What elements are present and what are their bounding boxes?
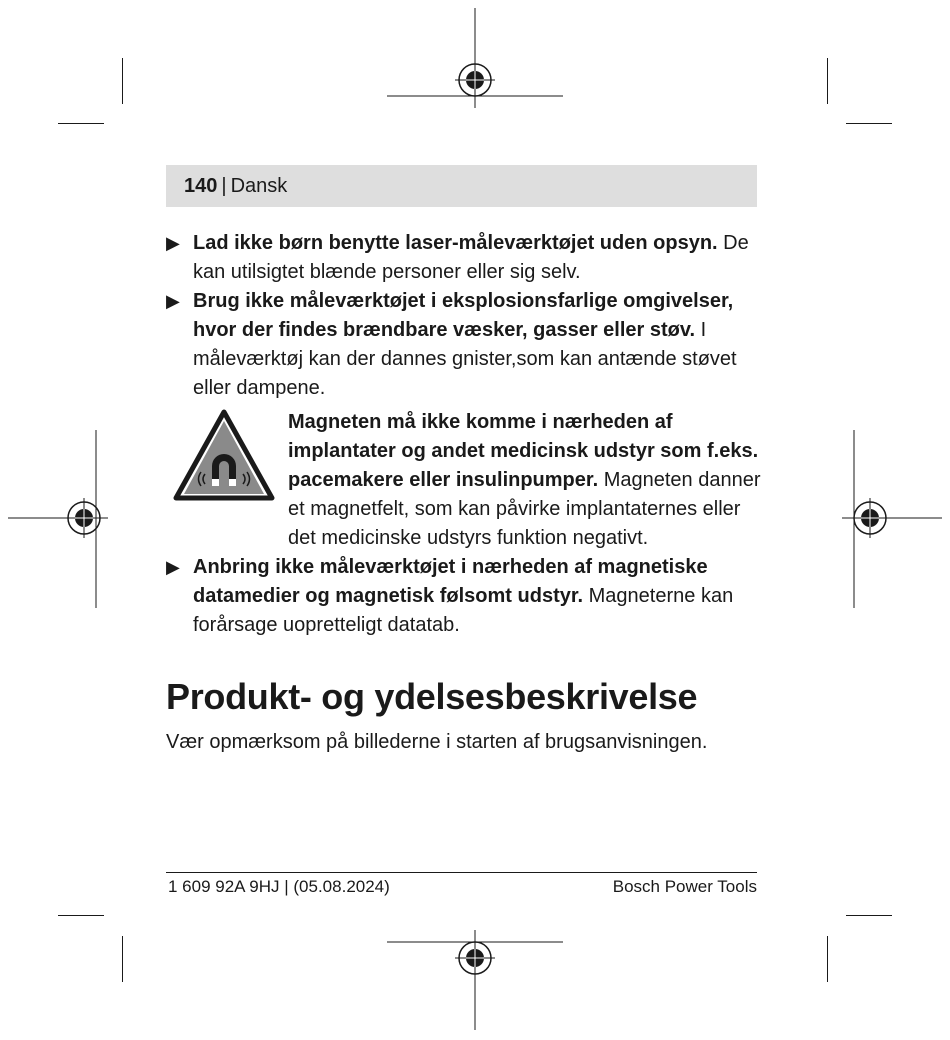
magnet-warning (166, 408, 761, 553)
bullet-arrow-icon: ▶ (166, 291, 180, 312)
crop-mark (122, 58, 123, 104)
warning-bold: Lad ikke børn benytte laser-måleværktøjet uden opsyn. (193, 232, 718, 254)
warning-text: Magneterne kan forårsage uopretteligt datatab. (193, 585, 734, 636)
footer-doc-number: 1 609 92A 9HJ | (05.08.2024) (168, 877, 390, 896)
section-title: Produkt- og ydelsesbeskrivelse (166, 676, 698, 717)
crop-mark (846, 915, 892, 916)
warning-bold: Magneten må ikke komme i nærheden af implantater og andet medicinsk udstyr som f.eks. pacemakere eller insulinpumper. (288, 411, 759, 491)
crop-mark (846, 123, 892, 124)
list-item (166, 287, 761, 403)
header-language: Dansk (230, 175, 288, 197)
crop-mark (58, 123, 104, 124)
safety-warnings (166, 229, 761, 640)
registration-mark-left (8, 430, 108, 610)
bullet-arrow-icon: ▶ (166, 233, 180, 254)
footer-brand: Bosch Power Tools (612, 877, 757, 896)
crop-mark (827, 936, 828, 982)
registration-mark-right (842, 430, 942, 610)
crop-mark (122, 936, 123, 982)
warning-text: Magneten danner et magnetfelt, som kan påvirke implantaternes eller det medicinske udstyrs funktion negativt. (288, 469, 761, 549)
magnet-warning-icon (172, 408, 276, 502)
bullet-arrow-icon: ▶ (166, 557, 180, 578)
page-header (166, 165, 757, 207)
warning-bold: Anbring ikke måleværktøjet i nærheden af magnetiske datamedier og magnetisk følsomt udstyr. (193, 556, 708, 607)
warning-text: De kan utilsigtet blænde personer eller sig selv. (193, 232, 749, 283)
section-paragraph: Vær opmærksom på billederne i starten af brugsanvisningen. (166, 731, 708, 753)
warning-text: I måleværktøj kan der dannes gnister,som kan antænde støvet eller dampene. (193, 319, 737, 399)
page-number: 140 (184, 175, 218, 197)
footer-rule (166, 872, 757, 873)
crop-mark (827, 58, 828, 104)
header-separator: | (221, 175, 227, 197)
warning-bold: Brug ikke måleværktøjet i eksplosionsfarlige omgivelser, hvor der findes brændbare væsker, gasser eller støv. (193, 290, 734, 341)
list-item (166, 553, 761, 640)
crop-mark (58, 915, 104, 916)
list-item (166, 229, 761, 287)
registration-mark-top (385, 8, 565, 108)
registration-mark-bottom (385, 930, 565, 1032)
header-text (184, 165, 287, 207)
